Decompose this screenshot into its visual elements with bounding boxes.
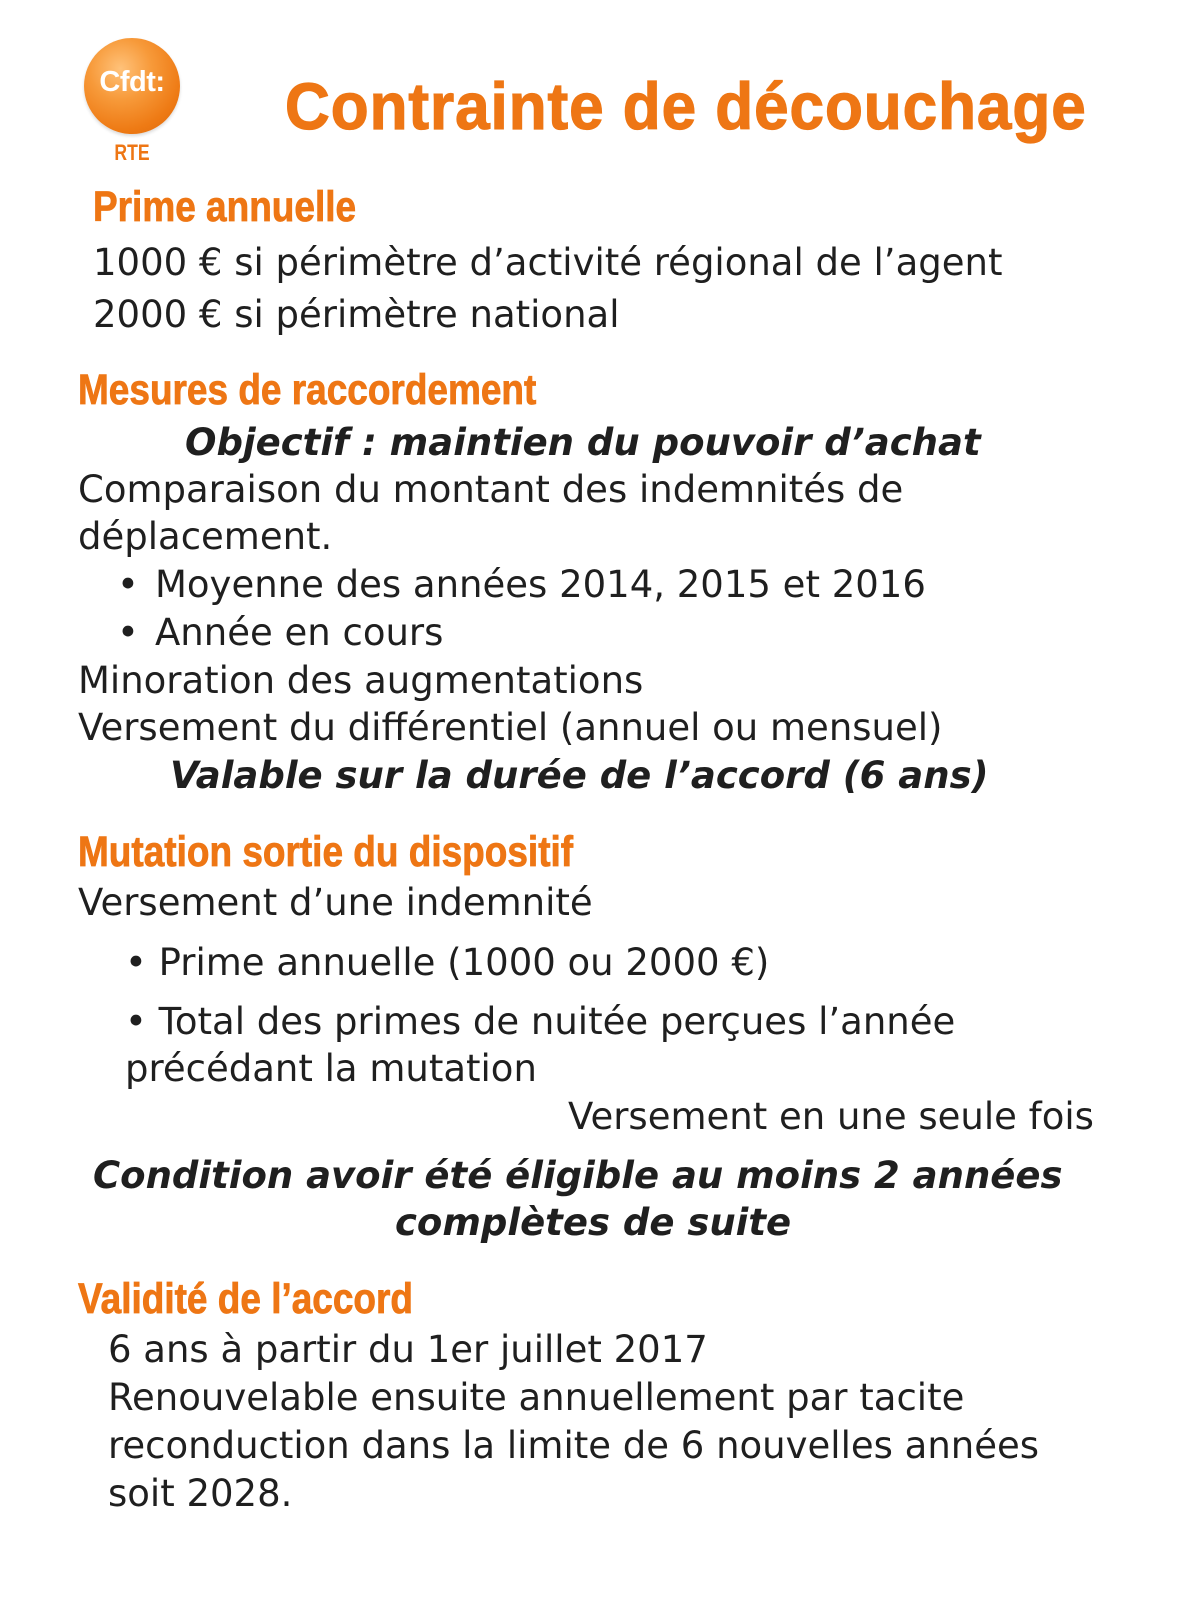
mesures-line-minoration: Minoration des augmentations: [78, 659, 644, 702]
mesures-validity: Valable sur la durée de l’accord (6 ans): [170, 754, 989, 797]
mutation-condition-line-1: Condition avoir été éligible au moins 2 années: [93, 1154, 1063, 1197]
bullet-dot: •: [125, 941, 159, 984]
mutation-condition-line-2: complètes de suite: [395, 1201, 792, 1244]
mesures-intro-line-2: déplacement.: [78, 515, 333, 558]
prime-line-regional: 1000 € si périmètre d’activité régional de l’agent: [93, 241, 1003, 284]
section-heading-validite: Validité de l’accord: [78, 1275, 414, 1323]
mutation-once: Versement en une seule fois: [568, 1095, 1094, 1138]
section-heading-mesures: Mesures de raccordement: [78, 366, 537, 414]
section-heading-mutation: Mutation sortie du dispositif: [78, 828, 574, 876]
logo-name: Cfdt:: [99, 66, 165, 98]
validite-line-limit: reconduction dans la limite de 6 nouvelles années: [108, 1424, 1040, 1467]
mesures-intro-line-1: Comparaison du montant des indemnités de: [78, 468, 904, 511]
mutation-bullet-prime-text: Prime annuelle (1000 ou 2000 €): [158, 941, 770, 984]
cfdt-logo: [84, 38, 180, 134]
validite-line-start: 6 ans à partir du 1er juillet 2017: [108, 1328, 708, 1371]
mutation-intro: Versement d’une indemnité: [78, 881, 593, 924]
mutation-bullet-nuitee: [125, 998, 955, 1046]
validite-line-renewal: Renouvelable ensuite annuellement par tacite: [108, 1376, 965, 1419]
mutation-bullet-nuitee-continued: précédant la mutation: [125, 1047, 537, 1090]
mesures-objective: Objectif : maintien du pouvoir d’achat: [185, 421, 981, 464]
section-heading-prime: Prime annuelle: [93, 183, 357, 231]
mesures-bullet-current-year: • Année en cours: [117, 609, 443, 657]
prime-line-national: 2000 € si périmètre national: [93, 293, 620, 336]
mesures-line-versement: Versement du différentiel (annuel ou mensuel): [78, 706, 943, 749]
mesures-bullet-average: • Moyenne des années 2014, 2015 et 2016: [117, 561, 926, 609]
mutation-bullet-nuitee-text: Total des primes de nuitée perçues l’année: [158, 1000, 956, 1043]
validite-line-end: soit 2028.: [108, 1472, 293, 1515]
mutation-bullet-prime: [125, 939, 769, 987]
page-title: Contrainte de découchage: [285, 69, 1087, 143]
bullet-dot: •: [125, 1000, 159, 1043]
logo-subtitle: RTE: [114, 140, 150, 165]
